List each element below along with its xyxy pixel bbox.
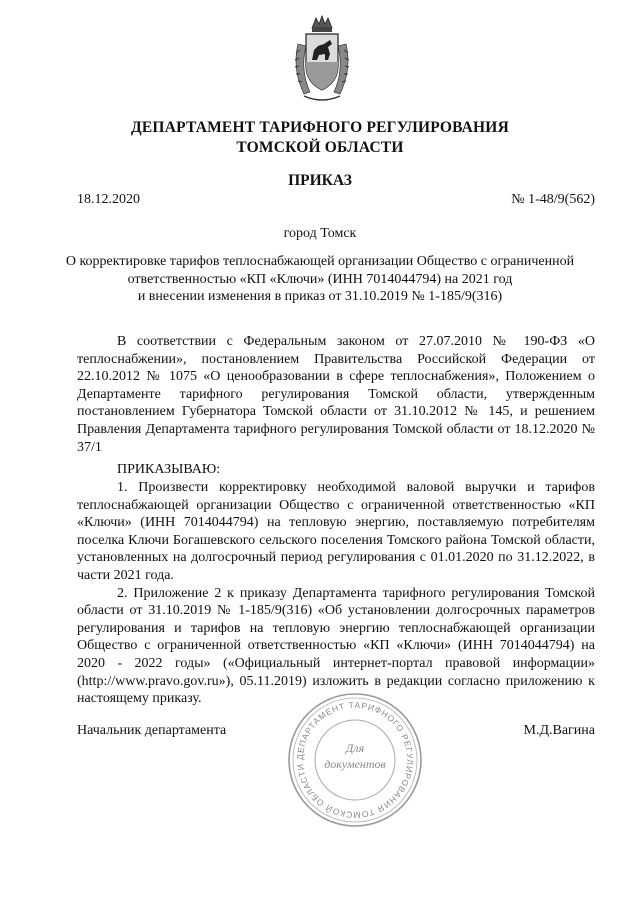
- preamble-text: В соответствии с Федеральным законом от 27.07.2010 № 190-ФЗ «О теплоснабжении», постановлением Правительства Российской Федерации от 22.10.2012 № 1075 «О ценообразовании в сфере теплоснабжения», Положением о Департаменте тарифного регулирования Томской области, утвержденным постановлением Губернатора Томской области от 31.10.2012 № 145, и решением Правления Департамента тарифного регулирования Томской области от 18.12.2020 № 37/1: [77, 334, 595, 455]
- department-name-line1: ДЕПАРТАМЕНТ ТАРИФНОГО РЕГУЛИРОВАНИЯ: [131, 119, 509, 136]
- department-name-line2: ТОМСКОЙ ОБЛАСТИ: [236, 139, 404, 156]
- document-type-title: ПРИКАЗ: [288, 172, 352, 189]
- order-items: [77, 479, 595, 708]
- subject-line: и внесении изменения в приказ от 31.10.2019 № 1-185/9(316): [137, 289, 503, 304]
- order-date: 18.12.2020: [77, 192, 140, 207]
- order-number: № 1-48/9(562): [511, 192, 595, 207]
- decree-word: ПРИКАЗЫВАЮ:: [117, 462, 221, 477]
- signatory-position: Начальник департамента: [77, 723, 227, 738]
- preamble-paragraph: [77, 333, 595, 456]
- official-stamp: [285, 690, 425, 830]
- stamp-center-line2: документов: [324, 757, 386, 771]
- order-item-2: 2. Приложение 2 к приказу Департамента тарифного регулирования Томской области от 31.10.2019 № 1-185/9(316) «Об установлении долгосрочных параметров регулирования и тарифов на тепловую энергию теплоснабжающей организации Общество с ограниченной ответственностью «КП «Ключи» (ИНН 7014044794) на 2020 - 2022 годы» («Официальный интернет-портал правовой информации» (http://www.pravo.gov.ru»), 05.11.2019) изложить в редакции согласно приложению к настоящему приказу.: [77, 585, 595, 707]
- tomsk-oblast-coat-of-arms-icon: [290, 14, 354, 104]
- order-item-1: 1. Произвести корректировку необходимой валовой выручки и тарифов теплоснабжающей организации Общество с ограниченной ответственностью «КП «Ключи» (ИНН 7014044794) на тепловую энергию, поставляемую потребителям поселка Ключи Богашевского сельского поселения Томского района Томской области, установленных на долгосрочный период регулирования с 01.01.2020 по 31.12.2022, в части 2021 года.: [77, 480, 595, 583]
- subject-line: ответственностью «КП «Ключи» (ИНН 7014044794) на 2021 год: [127, 271, 513, 287]
- signatory-name: М.Д.Вагина: [523, 723, 595, 738]
- city: город Томск: [283, 226, 357, 241]
- stamp-ring-text: ДЕПАРТАМЕНТ ТАРИФНОГО РЕГУЛИРОВАНИЯ ТОМСКОЙ ОБЛАСТИ: [294, 699, 416, 821]
- subject-line: О корректировке тарифов теплоснабжающей организации Общество с ограниченной: [65, 254, 575, 269]
- stamp-center-line1: Для: [345, 741, 365, 755]
- order-subject: [0, 253, 640, 306]
